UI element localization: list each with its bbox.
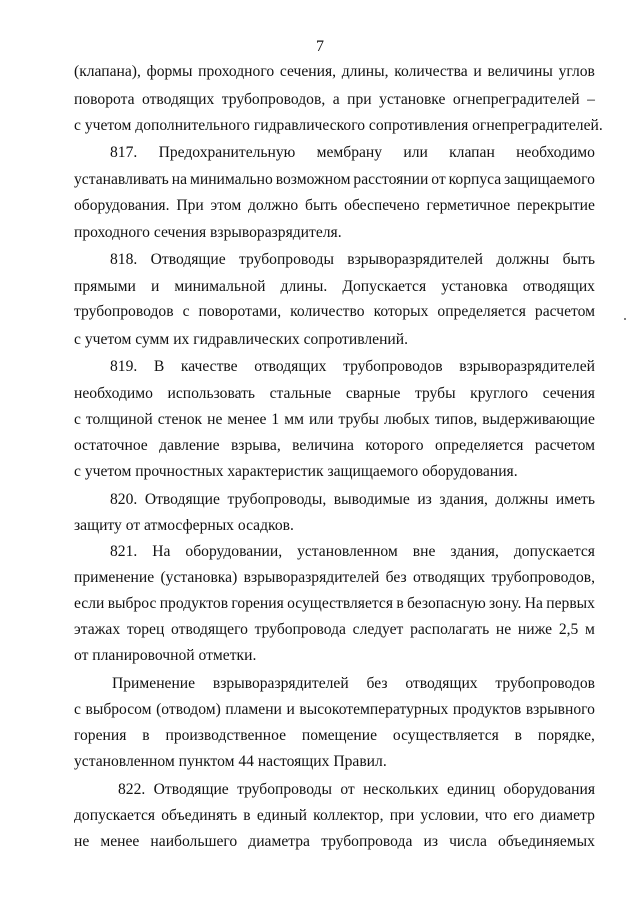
word: 820. (110, 491, 138, 508)
word: отводящих (405, 675, 478, 692)
word: м (585, 621, 595, 638)
word: взрыворазрядителей (243, 569, 380, 586)
word: возможном (275, 171, 351, 188)
word: 822. (118, 781, 146, 798)
word: сечения, (279, 63, 337, 80)
word: высокотемпературных (299, 701, 449, 718)
word: углов (558, 63, 595, 80)
word: осуществляется (287, 595, 393, 612)
word: от (340, 781, 355, 798)
word: быть (305, 197, 338, 214)
word: минимально (189, 171, 273, 188)
word: числа (449, 833, 487, 850)
word: трубопроводов, (491, 569, 595, 586)
word: сварные (345, 385, 401, 402)
word: любых (384, 411, 430, 428)
word: быть (562, 251, 595, 268)
word: допускается (513, 543, 595, 560)
text-line (74, 196, 595, 216)
word: пламени (225, 701, 282, 718)
word: Предохранительную (158, 144, 296, 161)
word: и (286, 701, 295, 718)
word: продуктов (159, 595, 229, 612)
word: трубопроводов, (221, 91, 326, 108)
word: в (396, 595, 404, 612)
word: определяется (435, 437, 524, 454)
word: типов, (434, 411, 478, 428)
word: трубы (414, 385, 456, 402)
text-line (74, 832, 595, 852)
word: зону. (489, 595, 522, 612)
word: единый (256, 807, 307, 824)
word: трубопроводов (74, 303, 174, 320)
word: остаточное (74, 437, 148, 454)
word: применение (74, 569, 155, 586)
word: Отводящие (153, 781, 229, 798)
word: допускается (74, 807, 156, 824)
word: формы (146, 63, 193, 80)
word: (установка) (160, 569, 238, 586)
word: что (484, 807, 508, 824)
word: давление (159, 437, 220, 454)
text-line (74, 700, 595, 720)
word: на (171, 171, 188, 188)
text-line (74, 620, 595, 640)
word: стенок (157, 411, 203, 428)
word: из (423, 833, 438, 850)
text-line (74, 277, 595, 297)
text-line (74, 170, 595, 190)
word: 819. (110, 358, 138, 375)
word: При (176, 197, 204, 214)
word: Отводящие (150, 251, 226, 268)
word: или (403, 144, 428, 161)
word: трубопроводов (495, 675, 595, 692)
word: выбросом (85, 701, 152, 718)
word: оборудовании, (185, 543, 283, 560)
word: а (332, 91, 340, 108)
text-line (112, 674, 595, 694)
word: Отводящие (144, 491, 220, 508)
word: в (243, 807, 251, 824)
text-line (110, 542, 595, 562)
word: взрыворазрядителей (212, 675, 349, 692)
text-line: с учетом дополнительного гидравлического сопротивления огнепреградителей. (74, 117, 603, 134)
word: величина (292, 437, 354, 454)
page-number: 7 (316, 38, 324, 55)
word: здания, (450, 543, 499, 560)
word: расстоянии (353, 171, 429, 188)
word: безопасную (407, 595, 486, 612)
word: условии, (420, 807, 479, 824)
word: от (431, 171, 446, 188)
word: На (152, 543, 171, 560)
word: отводящих (412, 569, 486, 586)
text-line (110, 357, 595, 377)
word: в (142, 727, 150, 744)
word: с (74, 411, 81, 428)
text-line (110, 490, 595, 510)
word: первых (546, 595, 595, 612)
text-line (74, 806, 595, 826)
word: его (513, 807, 534, 824)
word: поворота (74, 91, 135, 108)
text-line: проходного сечения взрыворазрядителя. (74, 224, 342, 241)
word: единиц (447, 781, 496, 798)
word: длины. (280, 278, 328, 295)
word: качестве (180, 358, 238, 375)
word: с (182, 303, 190, 320)
text-line (74, 410, 595, 430)
text-line (74, 594, 595, 614)
scan-mark (624, 318, 626, 320)
word: менее (100, 833, 140, 850)
word: коллектор, (313, 807, 384, 824)
word: 821. (110, 543, 138, 560)
word: Допускается (342, 278, 427, 295)
word: взрыва, (230, 437, 281, 454)
word: иметь (555, 491, 595, 508)
text-line (118, 780, 595, 800)
word: здания, (439, 491, 488, 508)
word: располагать (410, 621, 490, 638)
word: трубопроводов (343, 358, 443, 375)
word: проходного (198, 63, 275, 80)
word: должно (247, 197, 299, 214)
word: В (153, 358, 165, 375)
word: без (366, 675, 388, 692)
word: ниже (517, 621, 553, 638)
word: трубы (338, 411, 380, 428)
word: торец (126, 621, 165, 638)
text-line: защиту от атмосферных осадков. (74, 517, 294, 534)
word: которого (365, 437, 424, 454)
word: взрывного (525, 701, 595, 718)
word: величины (487, 63, 553, 80)
word: длины, (341, 63, 389, 80)
word: клапан (449, 144, 495, 161)
text-line: от планировочной отметки. (74, 647, 257, 664)
word: 1 (271, 411, 280, 428)
word: нескольких (363, 781, 439, 798)
word: отводящих (142, 91, 215, 108)
word: не (74, 833, 90, 850)
word: расчетом (534, 437, 595, 454)
word: 818. (110, 251, 138, 268)
word: мм (284, 411, 304, 428)
text-line: установленном пунктом 44 настоящих Правил. (74, 753, 387, 770)
word: объединяемых (497, 833, 595, 850)
word: вне (412, 543, 436, 560)
word: обеспечено (344, 197, 420, 214)
word: огнепреградителей (452, 91, 580, 108)
word: и (150, 278, 160, 295)
word: должны (496, 251, 550, 268)
word: взрыворазрядителей (459, 358, 595, 375)
word: если (74, 595, 105, 612)
word: отводящего (171, 621, 248, 638)
word: без (385, 569, 407, 586)
text-line (110, 250, 595, 270)
word: менее (227, 411, 267, 428)
word: устанавливать (74, 171, 169, 188)
word: корпуса (448, 171, 502, 188)
word: толщиной (85, 411, 153, 428)
word: при (389, 807, 415, 824)
word: трубопроводы (239, 251, 334, 268)
word: этажах (74, 621, 121, 638)
word: порядке, (537, 727, 595, 744)
word: герметичное (426, 197, 511, 214)
text-line (74, 62, 595, 82)
word: горения (231, 595, 284, 612)
word: с (74, 701, 81, 718)
word: выводимые (333, 491, 410, 508)
word: На (524, 595, 543, 612)
word: Применение (112, 675, 196, 692)
word: диаметра (248, 833, 310, 850)
word: оборудования (503, 781, 595, 798)
word: – (587, 91, 595, 108)
word: не (207, 411, 223, 428)
word: (клапана), (74, 63, 141, 80)
word: продуктов (452, 701, 522, 718)
word: диаметр (540, 807, 595, 824)
word: не (495, 621, 512, 638)
word: стальные (269, 385, 332, 402)
word: отводящих (522, 278, 595, 295)
word: мембрану (316, 144, 383, 161)
word: которых (373, 303, 429, 320)
word: отводящих (254, 358, 327, 375)
word: наибольшего (150, 833, 238, 850)
word: 817. (110, 144, 138, 161)
word: установке (379, 91, 446, 108)
word: (отводом) (156, 701, 221, 718)
word: помещение (301, 727, 378, 744)
word: установка (441, 278, 508, 295)
word: трубопроводы (237, 781, 332, 798)
text-line (74, 726, 595, 746)
word: поворотами, (198, 303, 282, 320)
text-line (74, 384, 595, 404)
word: оборудования. (74, 197, 170, 214)
text-line: с учетом прочностных характеристик защищаемого оборудования. (74, 463, 518, 480)
word: и (473, 63, 482, 80)
word: должны (495, 491, 549, 508)
word: горения (74, 727, 127, 744)
word: установленном (297, 543, 398, 560)
word: расчетом (534, 303, 595, 320)
word: при (347, 91, 372, 108)
text-line (74, 436, 595, 456)
word: трубопровода (321, 833, 413, 850)
word: защищаемого (504, 171, 595, 188)
text-line (110, 143, 595, 163)
word: сечения (542, 385, 595, 402)
word: необходимо (74, 385, 153, 402)
word: трубопроводы, (227, 491, 327, 508)
word: из (417, 491, 432, 508)
word: взрыворазрядителей (347, 251, 484, 268)
text-line (74, 90, 595, 110)
text-line: с учетом сумм их гидравлических сопротивлений. (74, 331, 409, 348)
word: выдерживающие (482, 411, 595, 428)
word: 2,5 (558, 621, 579, 638)
text-line (74, 302, 595, 322)
word: количества (394, 63, 468, 80)
word: количество (290, 303, 365, 320)
word: или (308, 411, 334, 428)
word: минимальной (174, 278, 266, 295)
word: этом (210, 197, 242, 214)
text-line (74, 568, 595, 588)
word: определяется (437, 303, 526, 320)
word: следует (352, 621, 404, 638)
word: использовать (167, 385, 256, 402)
word: необходимо (516, 144, 595, 161)
word: осуществляется (392, 727, 499, 744)
word: прямыми (74, 278, 136, 295)
word: круглого (470, 385, 529, 402)
word: объединять (161, 807, 238, 824)
word: в (514, 727, 523, 744)
word: производственное (165, 727, 286, 744)
word: трубопровода (254, 621, 346, 638)
word: перекрытие (517, 197, 595, 214)
word: выброс (107, 595, 157, 612)
